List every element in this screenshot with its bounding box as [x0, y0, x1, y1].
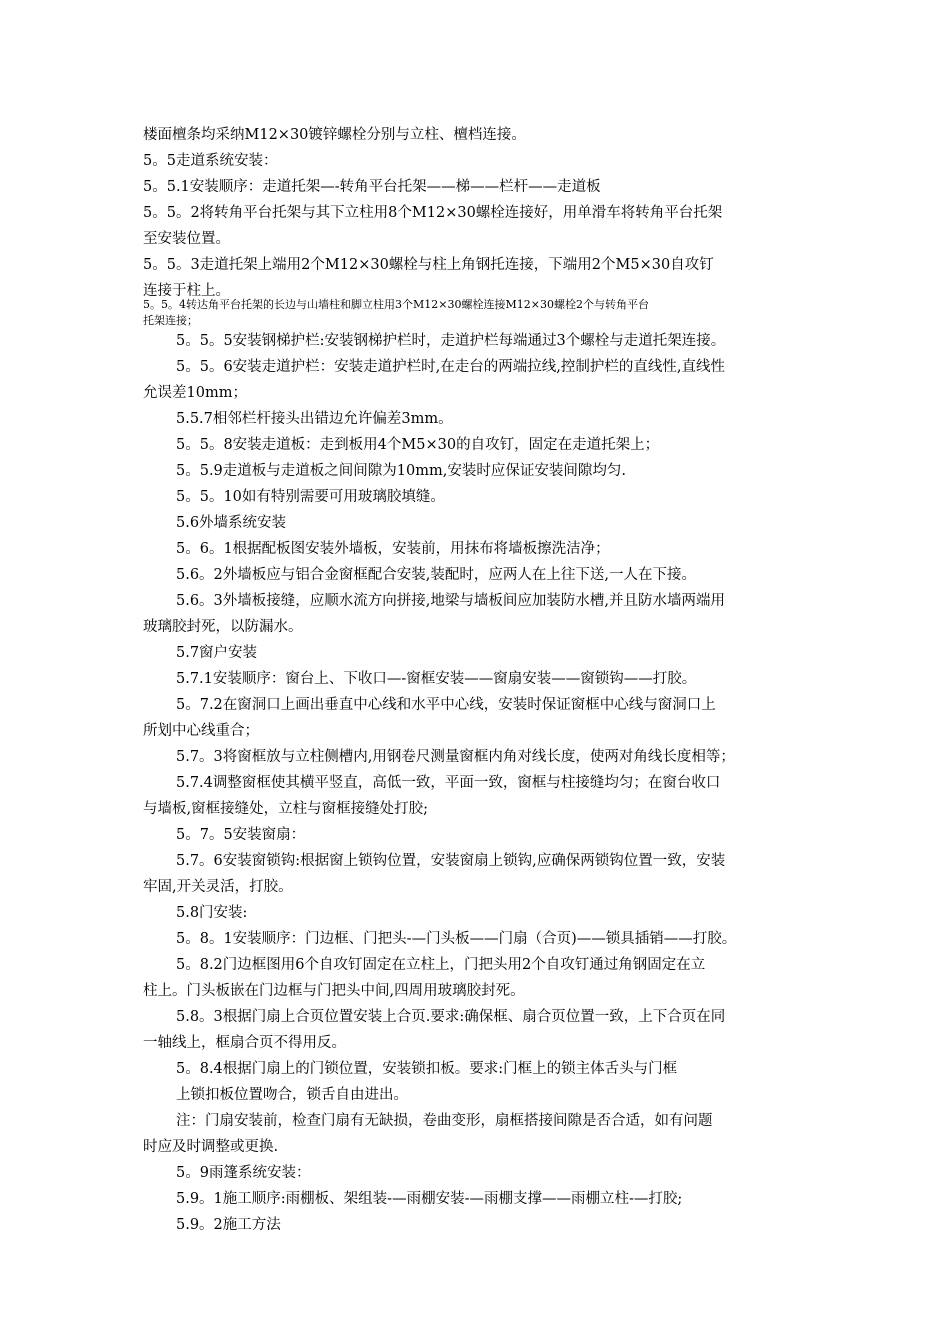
- text-line: 5.7.1安装顺序：窗台上、下收口—-窗框安装——窗扇安装——窗锁钩——打胶。: [176, 671, 697, 687]
- text-line: 5。5.9走道板与走道板之间间隙为10mm,安装时应保证安装间隙均匀.: [176, 463, 626, 479]
- text-line: 5。6。1根据配板图安装外墙板，安装前，用抹布将墙板擦洗洁净；: [176, 541, 610, 557]
- text-line-small: 托架连接；: [143, 314, 198, 327]
- text-line: 5.9。2施工方法: [176, 1217, 281, 1233]
- text-line: 5.7。3将窗框放与立柱侧槽内,用钢卷尺测量窗框内角对线长度，使两对角线长度相等；: [176, 749, 735, 765]
- text-line: 5.6。2外墙板应与铝合金窗框配合安装,装配时，应两人在上往下送,一人在下接。: [176, 567, 697, 583]
- text-line: 5.8。3根据门扇上合页位置安装上合页.要求:确保框、扇合页位置一致，上下合页在同: [176, 1009, 726, 1025]
- text-line: 与墙板,窗框接缝处，立柱与窗框接缝处打胶;: [143, 801, 428, 817]
- section-heading: 5.8门安装:: [176, 905, 248, 921]
- text-line: 上锁扣板位置吻合，锁舌自由进出。: [176, 1087, 408, 1103]
- text-line: 5。5。10如有特别需要可用玻璃胶填缝。: [176, 489, 445, 505]
- text-line: 5。8.4根据门扇上的门锁位置，安装锁扣板。要求:门框上的锁主体舌头与门框: [176, 1061, 678, 1077]
- section-heading: 5.6外墙系统安装: [176, 515, 287, 531]
- text-line: 允误差10mm；: [143, 385, 247, 401]
- text-line: 5。8.2门边框图用6个自攻钉固定在立柱上，门把头用2个自攻钉通过角钢固定在立: [176, 957, 706, 973]
- note-line: 注：门扇安装前，检查门扇有无缺损，卷曲变形，扇框搭接间隙是否合适，如有问题: [176, 1113, 713, 1129]
- text-line: 5。5.1安装顺序：走道托架—-转角平台托架——梯——栏杆——走道板: [143, 179, 601, 195]
- text-line: 牢固,开关灵活，打胶。: [143, 879, 293, 895]
- text-line: 5。5。2将转角平台托架与其下立柱用8个M12×30螺栓连接好，用单滑车将转角平台托架: [143, 205, 723, 221]
- section-heading: 5.7窗户安装: [176, 645, 258, 661]
- text-line: 一轴线上，框扇合页不得用反。: [143, 1035, 346, 1051]
- section-heading: 5。9雨篷系统安装：: [176, 1165, 311, 1181]
- text-line: 连接于柱上。: [143, 283, 230, 299]
- text-line: 5。7.2在窗洞口上画出垂直中心线和水平中心线，安装时保证窗框中心线与窗洞口上: [176, 697, 716, 713]
- text-line: 5。8。1安装顺序：门边框、门把头-—门头板——门扇（合页)——锁具插销——打胶。: [176, 931, 737, 947]
- text-line: 楼面檀条均采纳M12×30镀锌螺栓分别与立柱、檀档连接。: [143, 127, 526, 143]
- text-line: 5。7。5安装窗扇：: [176, 827, 306, 843]
- text-line: 5.6。3外墙板接缝，应顺水流方向拼接,地梁与墙板间应加装防水槽,并且防水墙两端用: [176, 593, 726, 609]
- note-line: 时应及时调整或更换.: [143, 1139, 279, 1155]
- text-line: 5。5。5安装钢梯护栏:安装钢梯护栏时，走道护栏每端通过3个螺栓与走道托架连接。: [176, 333, 726, 349]
- text-line-small: 5。5。4转达角平台托架的长边与山墙柱和脚立柱用3个M12×30螺栓连接M12×30螺栓2个与转角平台: [143, 298, 649, 311]
- text-line: 5.7.4调整窗框使其横平竖直，高低一致，平面一致，窗框与柱接缝均匀；在窗台收口: [176, 775, 721, 791]
- text-line: 所划中心线重合；: [143, 723, 259, 739]
- text-line: 至安装位置。: [143, 231, 230, 247]
- text-line: 5。5。6安装走道护栏：安装走道护栏时,在走台的两端拉线,控制护栏的直线性,直线性: [176, 359, 726, 375]
- text-line: 玻璃胶封死，以防漏水。: [143, 619, 303, 635]
- section-heading: 5。5走道系统安装：: [143, 153, 278, 169]
- text-line: 5.9。1施工顺序:雨棚板、架组装-—雨棚安装-—雨棚支撑——雨棚立柱-—打胶;: [176, 1191, 683, 1207]
- text-line: 5.5.7相邻栏杆接头出错边允许偏差3mm。: [176, 411, 453, 427]
- text-line: 5。5。8安装走道板：走到板用4个M5×30的自攻钉，固定在走道托架上；: [176, 437, 660, 453]
- text-line: 柱上。门头板嵌在门边框与门把头中间,四周用玻璃胶封死。: [143, 983, 525, 999]
- text-line: 5。5。3走道托架上端用2个M12×30螺栓与柱上角钢托连接，下端用2个M5×30自攻钉: [143, 257, 714, 273]
- text-line: 5.7。6安装窗锁钩:根据窗上锁钩位置，安装窗扇上锁钩,应确保两锁钩位置一致，安装: [176, 853, 726, 869]
